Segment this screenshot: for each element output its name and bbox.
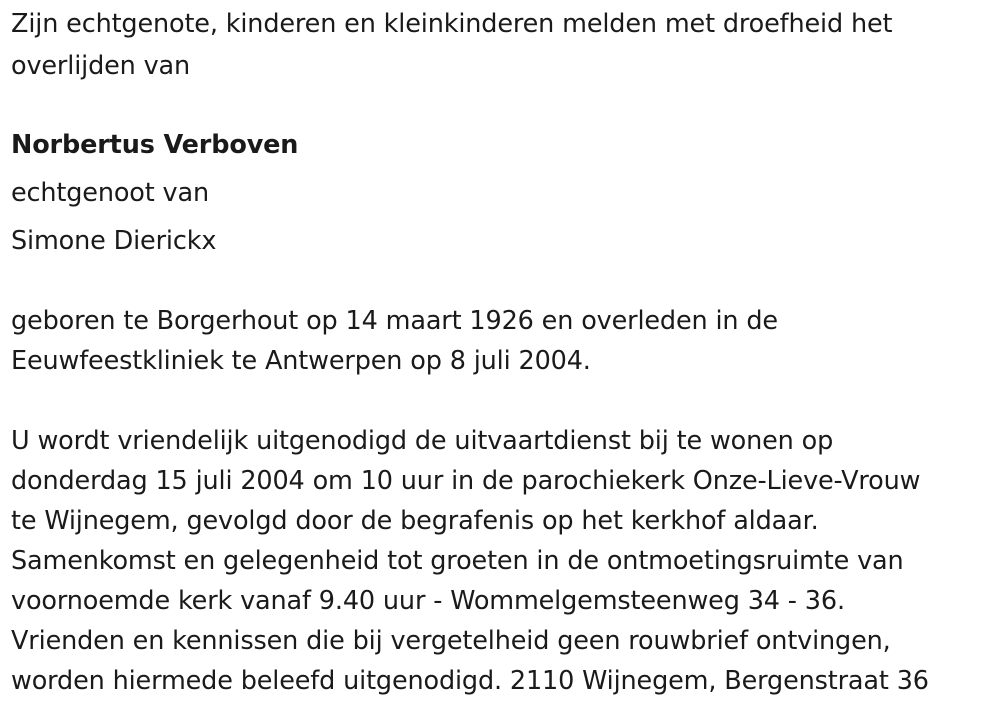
birth-death-line-2: Eeuwfeestkliniek te Antwerpen op 8 juli 2004. — [11, 346, 591, 376]
ceremony-line-6: Vrienden en kennissen die bij vergetelheid geen rouwbrief ontvingen, — [11, 626, 891, 656]
ceremony-line-2: donderdag 15 juli 2004 om 10 uur in de parochiekerk Onze-Lieve-Vrouw — [11, 466, 921, 496]
intro-line-1: Zijn echtgenote, kinderen en kleinkinderen melden met droefheid het — [11, 9, 893, 39]
ceremony-line-7: worden hiermede beleefd uitgenodigd. 2110 Wijnegem, Bergenstraat 36 — [11, 666, 929, 696]
ceremony-line-3: te Wijnegem, gevolgd door de begrafenis op het kerkhof aldaar. — [11, 506, 819, 536]
spouse-name: Simone Dierickx — [11, 226, 217, 256]
birth-death-line-1: geboren te Borgerhout op 14 maart 1926 en overleden in de — [11, 306, 778, 336]
deceased-name: Norbertus Verboven — [11, 130, 299, 160]
spouse-label: echtgenoot van — [11, 178, 209, 208]
intro-line-2: overlijden van — [11, 51, 191, 81]
ceremony-line-1: U wordt vriendelijk uitgenodigd de uitvaartdienst bij te wonen op — [11, 426, 834, 456]
ceremony-line-4: Samenkomst en gelegenheid tot groeten in de ontmoetingsruimte van — [11, 546, 904, 576]
ceremony-line-5: voornoemde kerk vanaf 9.40 uur - Wommelgemsteenweg 34 - 36. — [11, 586, 845, 616]
